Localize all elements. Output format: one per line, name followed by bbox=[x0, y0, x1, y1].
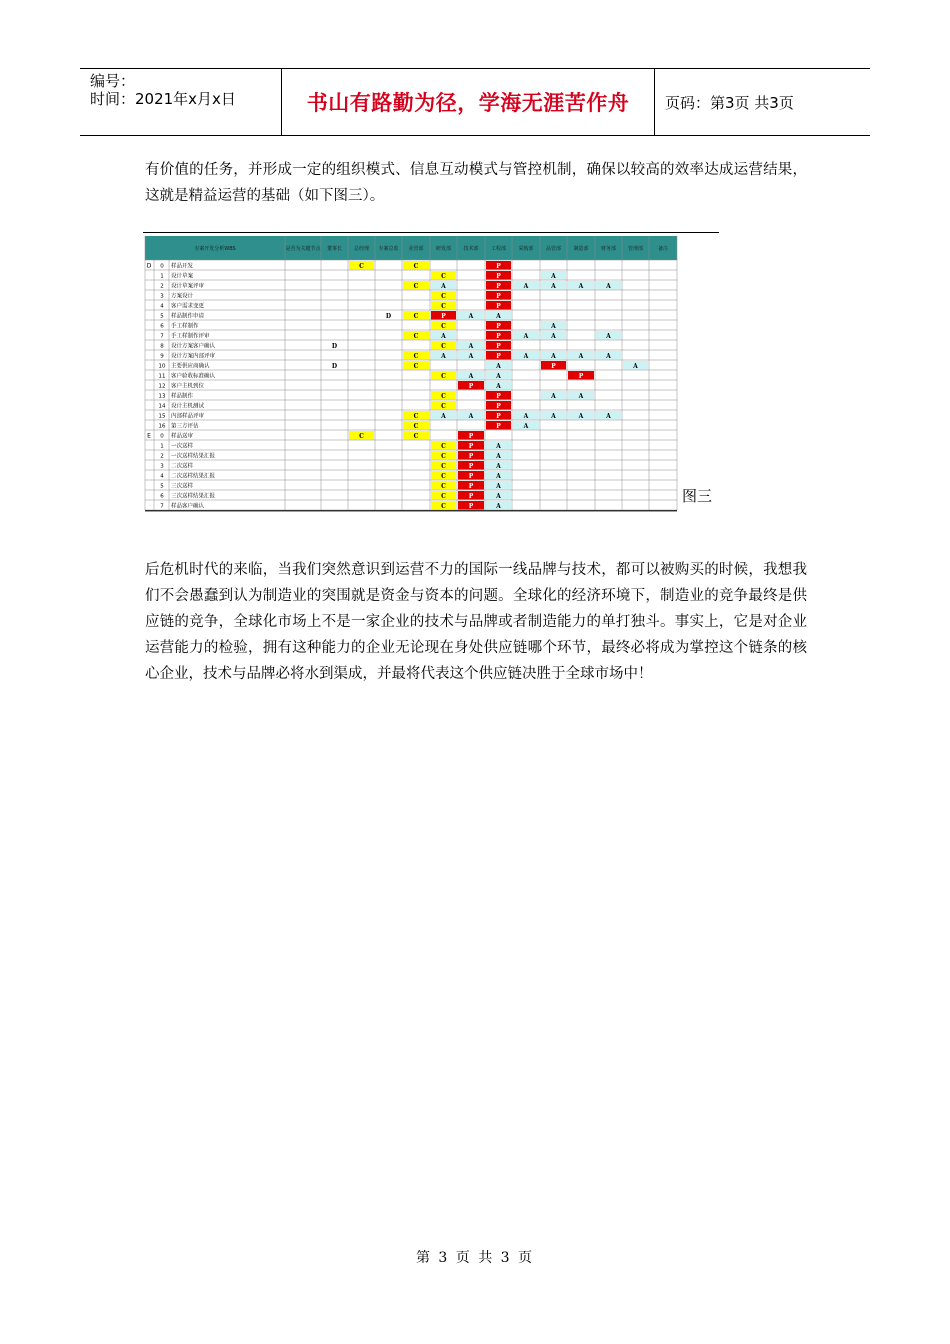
paragraph-conclusion: 后危机时代的来临，当我们突然意识到运营不力的国际一线品牌与技术，都可以被购买的时候，我想我们不会愚蠢到认为制造业的突围就是资金与资本的问题。全球化的经济环境下，制造业的竞争最终是供应链的竞争，全球化市场上不是一家企业的技术与品牌或者制造能力的单打独斗。事实上，它是对企业运营能力的检验，拥有这种能力的企业无论现在身处供应链哪个环节，最终必将成为掌控这个链条的核心企业，技术与品牌必将水到渠成，并最将代表这个供应链决胜于全球市场中！ bbox=[145, 562, 807, 682]
table-cell-value: A bbox=[578, 412, 584, 420]
table-cell-value: P bbox=[468, 382, 474, 390]
table-row-number: 4 bbox=[160, 303, 164, 310]
table-cell-value: A bbox=[496, 372, 501, 380]
table-cell-value: P bbox=[496, 292, 501, 300]
table-cell-value: A bbox=[551, 392, 556, 400]
table-task-name: 三次送样 bbox=[171, 483, 194, 490]
table-row-number: 0 bbox=[160, 263, 164, 270]
table-header-label: 研发部 bbox=[435, 246, 452, 252]
table-task-name: 手工样制作评审 bbox=[171, 333, 210, 340]
table-cell-value: C bbox=[413, 262, 419, 270]
table-cell-value: A bbox=[468, 342, 474, 350]
table-row-number: 6 bbox=[160, 323, 164, 330]
table-cell-value: A bbox=[496, 382, 501, 390]
table-row-number: 6 bbox=[160, 493, 164, 500]
table-cell-value: A bbox=[606, 282, 611, 290]
table-cell-value: A bbox=[523, 332, 529, 340]
table-cell-value: C bbox=[441, 492, 446, 500]
table-cell-value: C bbox=[413, 312, 419, 320]
table-header-label: 总经理 bbox=[353, 246, 370, 252]
table-cell-value: A bbox=[441, 352, 446, 360]
table-header-label: 管理部 bbox=[627, 246, 644, 252]
table-cell-value: P bbox=[551, 362, 556, 370]
table-cell-value: C bbox=[413, 422, 419, 430]
table-row-number: 14 bbox=[158, 403, 166, 410]
table-cell-value: D bbox=[331, 342, 338, 350]
table-cell-value: P bbox=[468, 502, 474, 510]
table-cell-value: P bbox=[496, 342, 501, 350]
table-cell-value: A bbox=[496, 452, 501, 460]
table-cell-value: P bbox=[496, 422, 501, 430]
table-row-number: 9 bbox=[160, 353, 164, 360]
table-cell-value: A bbox=[496, 472, 501, 480]
table-cell-value: C bbox=[359, 262, 364, 270]
table-row-number: 5 bbox=[160, 483, 164, 490]
table-cell-value: C bbox=[359, 432, 364, 440]
table-task-name: 设计草案 bbox=[171, 273, 194, 280]
table-cell-value: P bbox=[496, 272, 501, 280]
table-cell-value: C bbox=[441, 502, 446, 510]
table-cell-value: C bbox=[441, 322, 446, 330]
table-cell-value: C bbox=[413, 282, 419, 290]
table-header-label: 财务部 bbox=[600, 246, 617, 252]
table-cell-value: P bbox=[496, 412, 501, 420]
table-group-label: E bbox=[147, 432, 151, 440]
table-task-name: 设计草案评审 bbox=[171, 283, 205, 290]
table-cell-value: P bbox=[496, 322, 501, 330]
table-cell-value: C bbox=[441, 292, 446, 300]
table-header-label: 采购部 bbox=[518, 246, 534, 252]
wbs-responsibility-table bbox=[143, 230, 683, 510]
table-cell-value: C bbox=[441, 442, 446, 450]
table-task-name: 第三方评估 bbox=[171, 423, 199, 430]
table-cell-value: P bbox=[578, 372, 584, 380]
table-cell-value: A bbox=[441, 412, 446, 420]
table-cell-value: P bbox=[468, 442, 474, 450]
table-task-name: 内部样品评审 bbox=[171, 413, 205, 420]
table-cell-value: A bbox=[606, 332, 611, 340]
table-cell-value: A bbox=[523, 352, 529, 360]
table-cell-value: A bbox=[578, 282, 584, 290]
table-task-name: 一次送样 bbox=[171, 443, 194, 450]
table-cell-value: A bbox=[496, 492, 501, 500]
table-cell-value: A bbox=[523, 412, 529, 420]
table-cell-value: C bbox=[413, 352, 419, 360]
table-row-number: 1 bbox=[160, 273, 164, 280]
table-cell-value: C bbox=[441, 402, 446, 410]
header-slogan-cell bbox=[281, 69, 655, 135]
table-task-name: 二次送样 bbox=[171, 463, 194, 470]
table-cell-value: C bbox=[441, 302, 446, 310]
table-cell-value: P bbox=[496, 302, 501, 310]
page-header bbox=[80, 68, 870, 136]
table-cell-value: C bbox=[413, 432, 419, 440]
table-header-label: 是否为关键节点 bbox=[285, 246, 321, 252]
table-cell-value: A bbox=[606, 352, 611, 360]
table-cell-value: A bbox=[468, 312, 474, 320]
table-row-number: 2 bbox=[160, 453, 164, 460]
table-cell-value: A bbox=[468, 352, 474, 360]
table-task-name: 手工样制作 bbox=[171, 323, 199, 330]
table-row-number: 5 bbox=[160, 313, 164, 320]
table-row-number: 3 bbox=[160, 293, 164, 300]
table-cell-value: C bbox=[413, 412, 419, 420]
table-cell-value: A bbox=[441, 332, 446, 340]
table-cell-value: A bbox=[606, 412, 611, 420]
table-cell-value: C bbox=[413, 362, 419, 370]
table-row-number: 2 bbox=[160, 283, 164, 290]
table-header-label: 业管部 bbox=[408, 246, 424, 252]
table-cell-value: C bbox=[441, 472, 446, 480]
table-cell-value: C bbox=[441, 392, 446, 400]
table-task-name: 客户主机到位 bbox=[171, 383, 205, 390]
table-cell-value: P bbox=[468, 472, 474, 480]
table-cell-value: P bbox=[468, 492, 474, 500]
table-cell-value: P bbox=[496, 392, 501, 400]
header-page-info: 页码：第3页 共3页 bbox=[665, 93, 794, 112]
table-row-number: 13 bbox=[158, 393, 166, 400]
table-task-name: 二次送样结果汇报 bbox=[171, 473, 216, 480]
table-cell-value: P bbox=[468, 482, 474, 490]
table-cell-value: P bbox=[496, 352, 501, 360]
table-cell-value: A bbox=[496, 462, 501, 470]
table-cell-value: C bbox=[413, 332, 419, 340]
table-task-name: 客户验收标准确认 bbox=[171, 373, 216, 380]
table-cell-value: A bbox=[496, 362, 501, 370]
table-task-name: 样品开发 bbox=[171, 263, 194, 270]
table-cell-value: A bbox=[468, 412, 474, 420]
table-task-name: 方案设计 bbox=[171, 293, 194, 300]
table-cell-value: A bbox=[551, 322, 556, 330]
figure-caption: 图三 bbox=[682, 487, 713, 505]
table-header-label: 工程部 bbox=[490, 246, 507, 252]
table-header-label: 备注 bbox=[657, 246, 669, 252]
table-row-number: 7 bbox=[160, 503, 164, 510]
table-cell-value: P bbox=[496, 282, 501, 290]
table-header-label: 制造部 bbox=[573, 246, 589, 252]
table-cell-value: P bbox=[441, 312, 446, 320]
table-task-name: 设计方案内部评审 bbox=[171, 353, 216, 360]
table-task-name: 设计方案客户确认 bbox=[171, 343, 216, 350]
table-task-name: 设计主机测试 bbox=[171, 403, 205, 410]
table-cell-value: A bbox=[523, 282, 529, 290]
table-task-name: 三次送样结果汇报 bbox=[171, 493, 216, 500]
table-header-label: 专案开发分析WBS bbox=[194, 246, 236, 252]
table-cell-value: A bbox=[551, 332, 556, 340]
table-task-name: 样品送审 bbox=[171, 433, 194, 440]
table-row-number: 7 bbox=[160, 333, 164, 340]
table-cell-value: A bbox=[551, 352, 556, 360]
table-cell-value: A bbox=[551, 272, 556, 280]
table-row-number: 15 bbox=[158, 413, 166, 420]
table-cell-value: P bbox=[496, 332, 501, 340]
table-task-name: 一次送样结果汇报 bbox=[171, 453, 216, 460]
table-cell-value: D bbox=[385, 312, 392, 320]
table-row-number: 10 bbox=[158, 363, 166, 370]
table-row-number: 1 bbox=[160, 443, 164, 450]
table-row-number: 8 bbox=[160, 343, 164, 350]
table-cell-value: A bbox=[496, 312, 501, 320]
table-cell-value: A bbox=[496, 502, 501, 510]
table-header-label: 专案总监 bbox=[378, 246, 399, 252]
table-cell-value: C bbox=[441, 462, 446, 470]
table-cell-value: A bbox=[633, 362, 638, 370]
header-meta bbox=[80, 69, 281, 135]
table-row-number: 4 bbox=[160, 473, 164, 480]
table-cell-value: A bbox=[468, 372, 474, 380]
table-task-name: 样品制作申请 bbox=[171, 313, 205, 320]
table-cell-value: P bbox=[468, 462, 474, 470]
table-cell-value: A bbox=[496, 482, 501, 490]
table-header-label: 董事长 bbox=[326, 246, 343, 252]
table-cell-value: C bbox=[441, 482, 446, 490]
header-slogan: 书山有路勤为径，学海无涯苦作舟 bbox=[306, 91, 630, 115]
table-cell-value: D bbox=[331, 362, 338, 370]
paragraph-intro: 有价值的任务，并形成一定的组织模式、信息互动模式与管控机制，确保以较高的效率达成运营结果，这就是精益运营的基础（如下图三）。 bbox=[145, 162, 807, 204]
table-cell-value: A bbox=[496, 442, 501, 450]
table-task-name: 客户需求变更 bbox=[171, 303, 205, 310]
table-cell-value: C bbox=[441, 342, 446, 350]
table-cell-value: A bbox=[578, 352, 584, 360]
table-cell-value: P bbox=[468, 432, 474, 440]
table-cell-value: P bbox=[496, 402, 501, 410]
table-header-label: 技术部 bbox=[463, 246, 479, 252]
table-header-label: 品管部 bbox=[545, 246, 562, 252]
table-cell-value: C bbox=[441, 272, 446, 280]
table-row-number: 16 bbox=[158, 423, 166, 430]
table-cell-value: A bbox=[523, 422, 529, 430]
table-cell-value: A bbox=[578, 392, 584, 400]
table-row-number: 0 bbox=[160, 433, 164, 440]
table-cell-value: P bbox=[468, 452, 474, 460]
table-task-name: 样品客户确认 bbox=[171, 503, 205, 510]
table-cell-value: A bbox=[551, 412, 556, 420]
table-task-name: 样品制作 bbox=[171, 393, 194, 400]
table-cell-value: C bbox=[441, 452, 446, 460]
table-row-number: 11 bbox=[158, 373, 166, 380]
page-footer: 第 3 页 共 3 页 bbox=[415, 1250, 535, 1266]
table-cell-value: P bbox=[496, 262, 501, 270]
table-cell-value: C bbox=[441, 372, 446, 380]
table-cell-value: A bbox=[441, 282, 446, 290]
table-row-number: 12 bbox=[158, 383, 166, 390]
document-time-label: 时间：2021年x月x日 bbox=[90, 90, 236, 108]
table-cell-value: A bbox=[551, 282, 556, 290]
table-task-name: 主要供应商确认 bbox=[171, 363, 210, 370]
table-row-number: 3 bbox=[160, 463, 164, 470]
table-group-label: D bbox=[146, 262, 152, 270]
document-number-label: 编号： bbox=[90, 72, 136, 90]
